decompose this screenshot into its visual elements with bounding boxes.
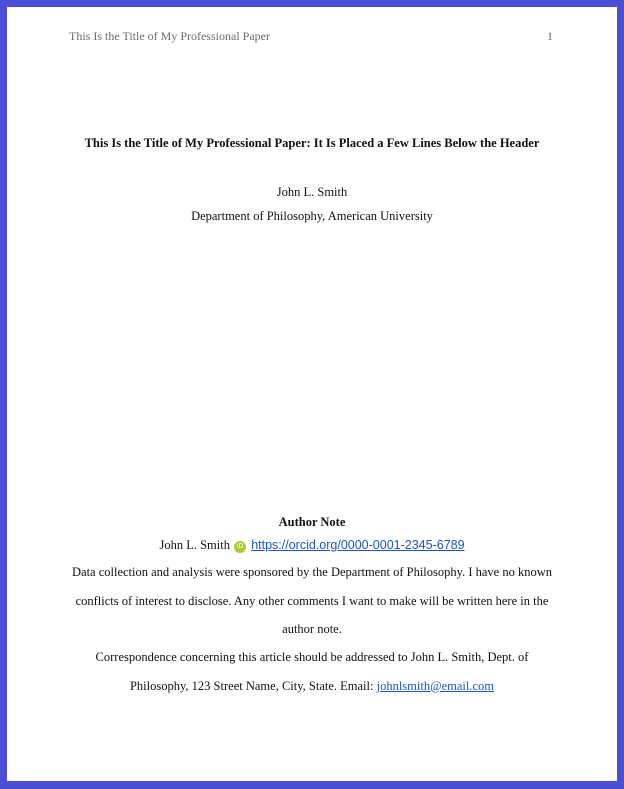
paper-title: This Is the Title of My Professional Paper: It Is Placed a Few Lines Below the Header [84, 136, 540, 150]
author-note-paragraph: Data collection and analysis were sponsored by the Department of Philosophy. I have no known conflicts of interest to disclose. Any other comments I want to make will be written here in the author note. [72, 565, 552, 636]
document-page [7, 7, 617, 781]
orcid-icon: iD [234, 541, 246, 553]
author-affiliation: Department of Philosophy, American University [191, 209, 433, 223]
email-link[interactable]: johnlsmith@email.com [376, 678, 495, 693]
running-head: This Is the Title of My Professional Paper [69, 29, 270, 43]
correspondence-paragraph [67, 643, 557, 700]
page-number: 1 [547, 29, 553, 43]
correspondence-text: Correspondence concerning this article should be addressed to John L. Smith, Dept. of Philosophy, 123 Street Name, City, State. Email: [95, 650, 529, 693]
author-name: John L. Smith [276, 185, 348, 199]
orcid-line [7, 538, 617, 553]
author-note-name: John L. Smith [159, 538, 230, 552]
orcid-link[interactable]: https://orcid.org/0000-0001-2345-6789 [251, 538, 465, 552]
author-note-heading: Author Note [278, 515, 346, 529]
